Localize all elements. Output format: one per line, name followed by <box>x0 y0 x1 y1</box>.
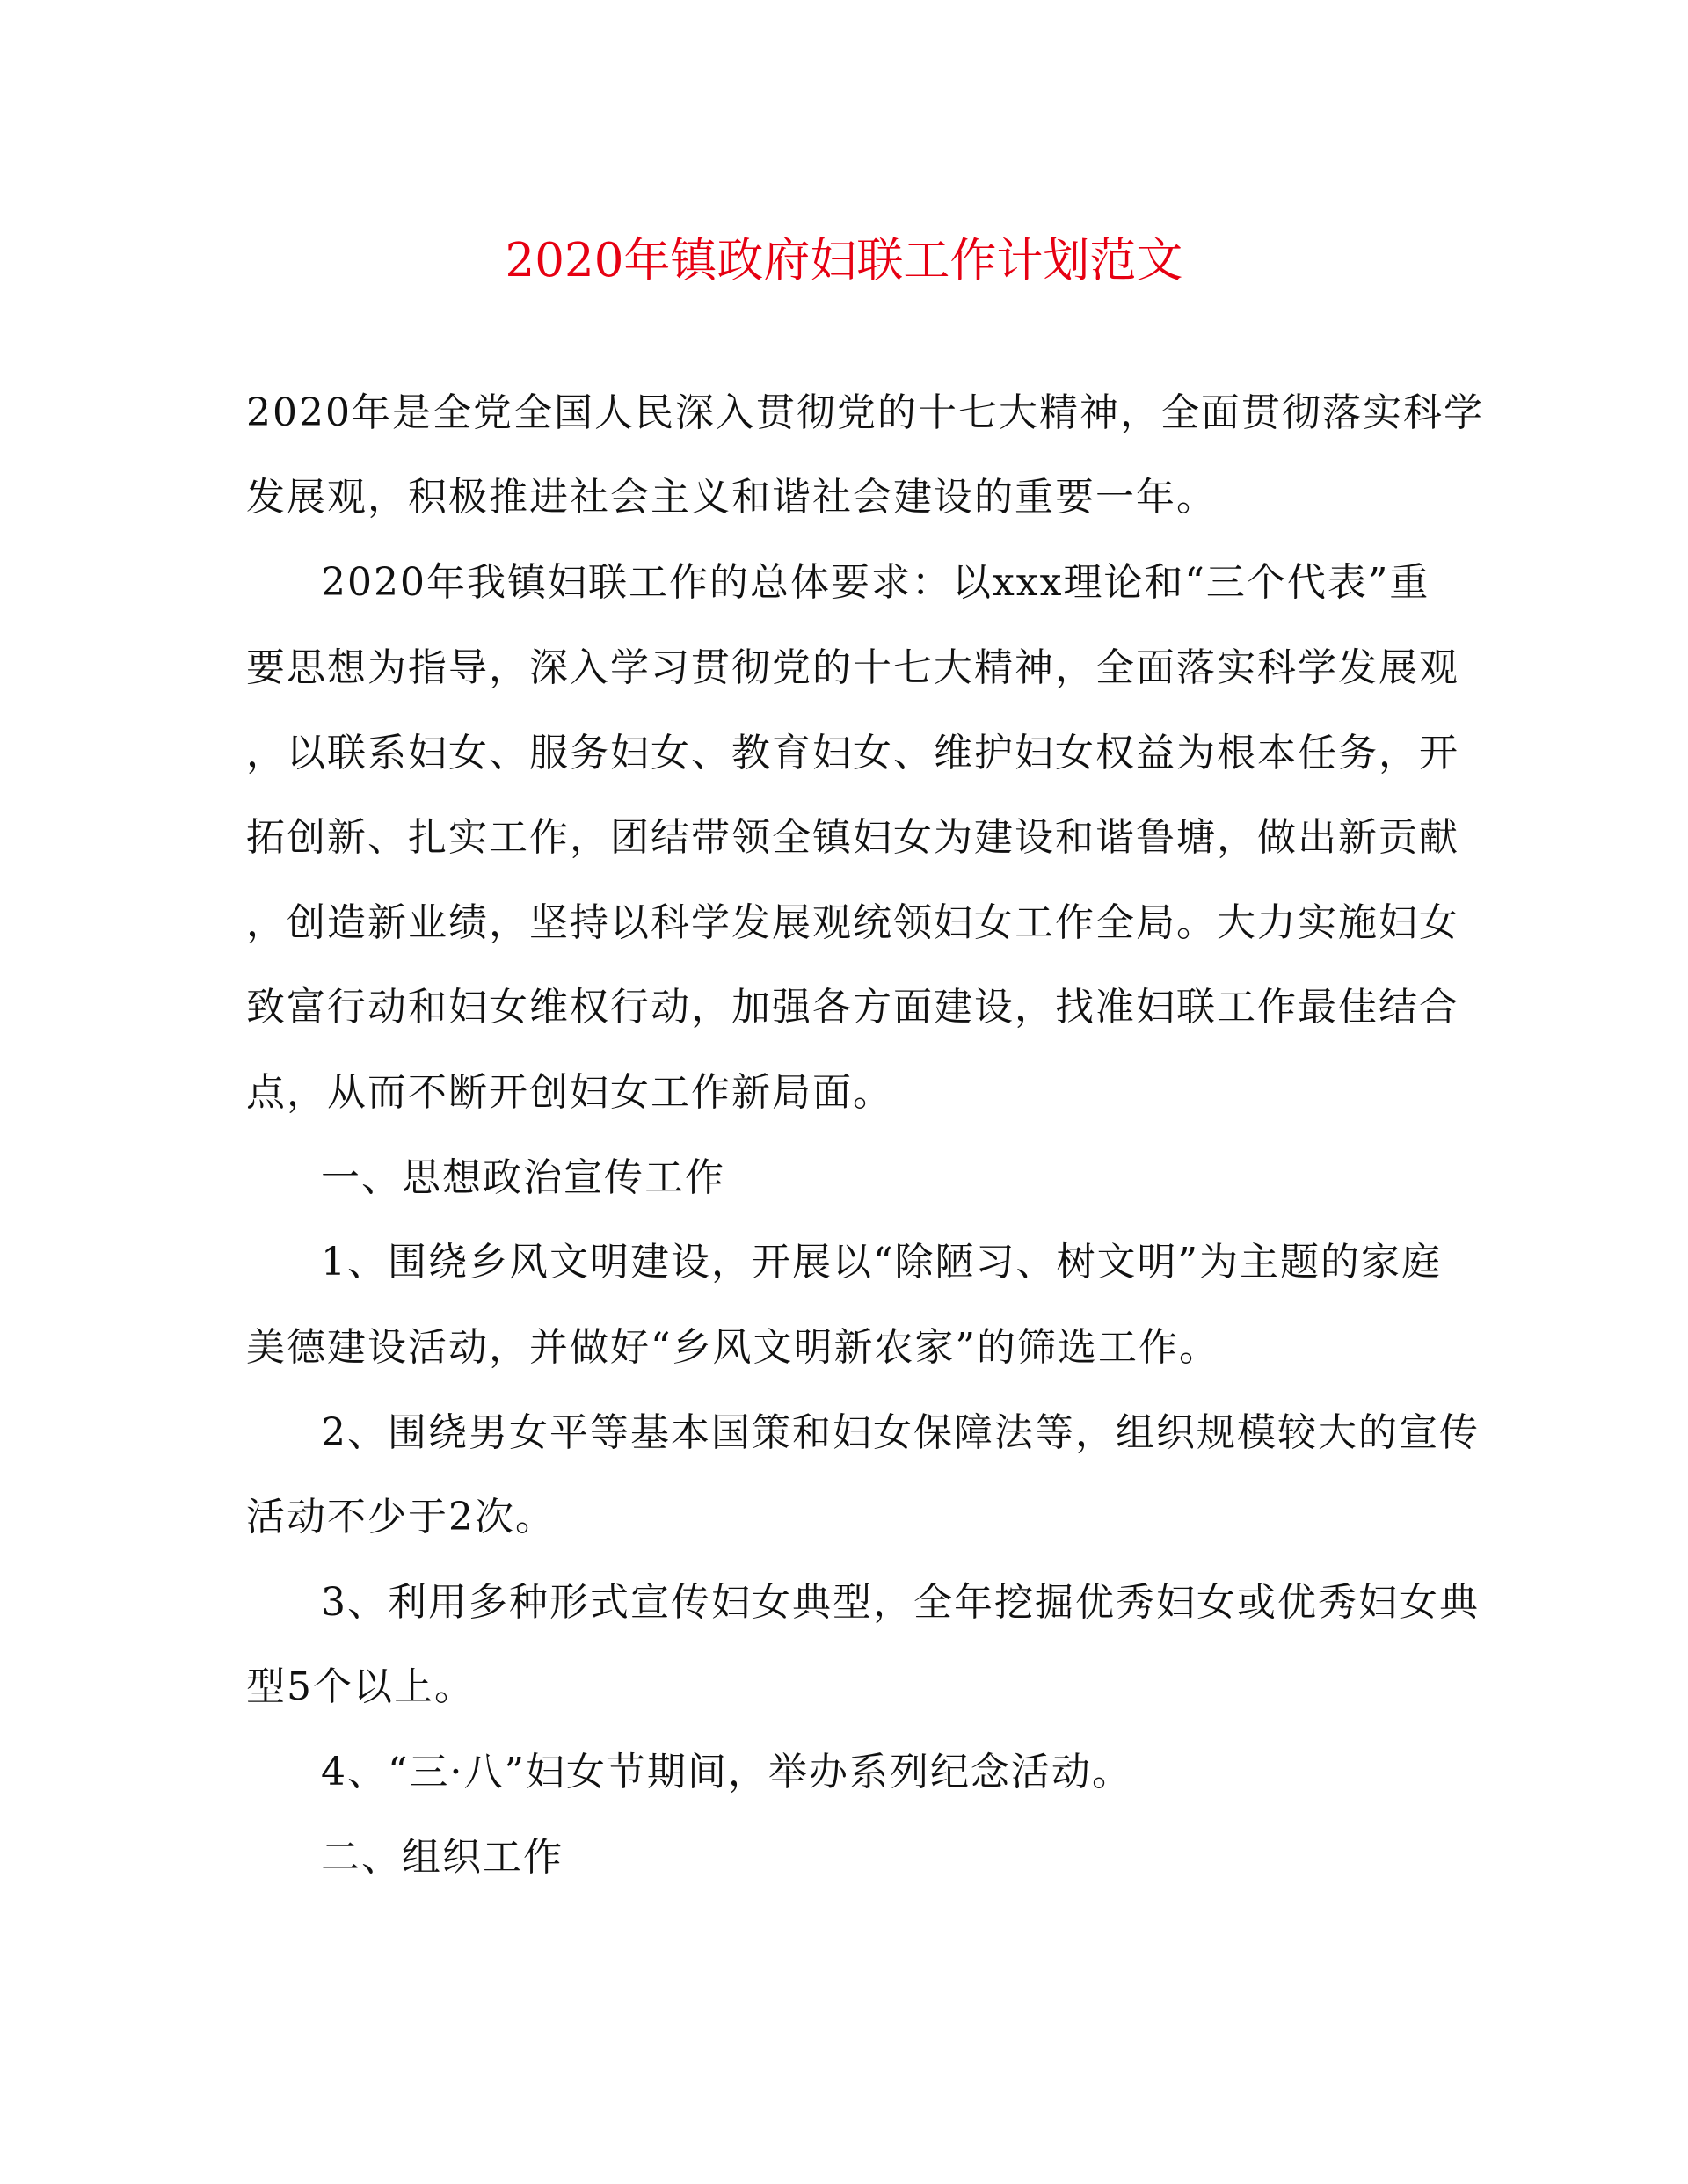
paragraph-line: 3、利用多种形式宣传妇女典型，全年挖掘优秀妇女或优秀妇女典 <box>321 1580 1480 1625</box>
paragraph-line: 2020年是全党全国人民深入贯彻党的十七大精神，全面贯彻落实科学 <box>246 390 1484 435</box>
paragraph-line: 型5个以上。 <box>246 1664 475 1709</box>
paragraph-line: 2020年我镇妇联工作的总体要求：以xxx理论和“三个代表”重 <box>321 560 1430 605</box>
paragraph-line: 要思想为指导，深入学习贯彻党的十七大精神，全面落实科学发展观 <box>246 645 1459 690</box>
paragraph-line: ，创造新业绩，坚持以科学发展观统领妇女工作全局。大力实施妇女 <box>246 900 1459 945</box>
paragraph-line: 发展观，积极推进社会主义和谐社会建设的重要一年。 <box>246 475 1217 520</box>
paragraph-line: 4、“三·八”妇女节期间，举办系列纪念活动。 <box>321 1750 1132 1795</box>
paragraph-line: ，以联系妇女、服务妇女、教育妇女、维护妇女权益为根本任务，开 <box>246 731 1459 775</box>
section-heading: 二、组织工作 <box>321 1835 564 1880</box>
document-title: 2020年镇政府妇联工作计划范文 <box>505 234 1183 288</box>
paragraph-line: 点，从而不断开创妇女工作新局面。 <box>246 1070 893 1115</box>
paragraph-line: 致富行动和妇女维权行动，加强各方面建设，找准妇联工作最佳结合 <box>246 985 1459 1030</box>
paragraph-line: 活动不少于2次。 <box>246 1495 556 1540</box>
section-heading: 一、思想政治宣传工作 <box>321 1155 725 1200</box>
paragraph-line: 1、围绕乡风文明建设，开展以“除陋习、树文明”为主题的家庭 <box>321 1240 1442 1285</box>
paragraph-line: 美德建设活动，并做好“乡风文明新农家”的筛选工作。 <box>246 1325 1219 1370</box>
paragraph-line: 2、围绕男女平等基本国策和妇女保障法等，组织规模较大的宣传 <box>321 1410 1480 1455</box>
paragraph-line: 拓创新、扎实工作，团结带领全镇妇女为建设和谐鲁塘，做出新贡献 <box>246 815 1459 860</box>
